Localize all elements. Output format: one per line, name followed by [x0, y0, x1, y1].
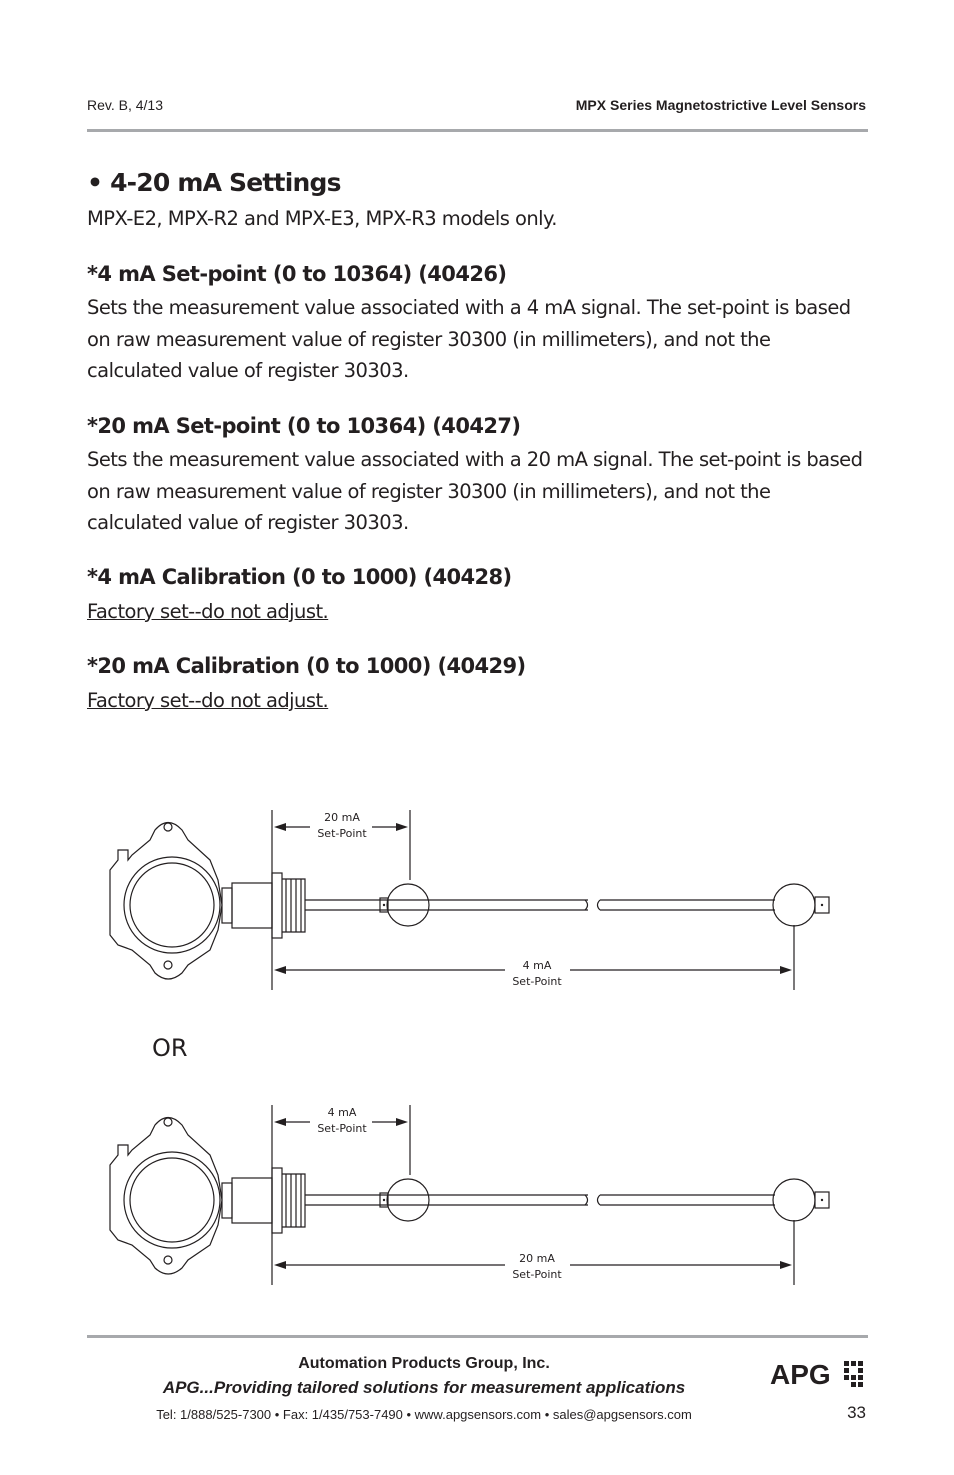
- section-subtitle: MPX-E2, MPX-R2 and MPX-E3, MPX-R3 models only.: [87, 207, 557, 230]
- apg-logo: [770, 1357, 870, 1391]
- revision-label: Rev. B, 4/13: [87, 97, 164, 113]
- or-separator: OR: [152, 1034, 188, 1062]
- top-short-dimension-label-line2: Set-Point: [317, 827, 367, 840]
- housing-outline: [110, 823, 222, 980]
- footer-tagline: APG...Providing tailored solutions for measurement applications: [162, 1378, 686, 1397]
- top-long-dimension-label-line2: Set-Point: [512, 975, 562, 988]
- body-20ma-setpoint: Sets the measurement value associated with a 20 mA signal. The set-point is based on raw measurement value of register 30300 (in millimeters), and not the calculated value of register 30303.: [87, 448, 863, 534]
- bottom-long-dimension-label-line2: Set-Point: [512, 1268, 562, 1281]
- sensor-diagram-bottom: [100, 1100, 840, 1290]
- footer-divider: [87, 1335, 868, 1338]
- bottom-short-dimension-label-line1: 4 mA: [327, 1106, 357, 1119]
- body-4ma-calibration: Factory set--do not adjust.: [87, 600, 329, 623]
- body-20ma-calibration: Factory set--do not adjust.: [87, 689, 329, 712]
- bottom-long-dimension-label-line1: 20 mA: [519, 1252, 555, 1265]
- heading-4ma-calibration: *4 mA Calibration (0 to 1000) (40428): [87, 565, 512, 589]
- top-long-dimension-label-line1: 4 mA: [522, 959, 552, 972]
- footer-company: Automation Products Group, Inc.: [298, 1355, 550, 1372]
- footer-contact: Tel: 1/888/525-7300 • Fax: 1/435/753-7490 • www.apgsensors.com • sales@apgsensors.com: [156, 1407, 692, 1422]
- sensor-diagram-top: [100, 805, 840, 995]
- header-divider: [87, 129, 868, 132]
- heading-20ma-calibration: *20 mA Calibration (0 to 1000) (40429): [87, 654, 526, 678]
- bottom-short-dimension-label-line2: Set-Point: [317, 1122, 367, 1135]
- document-title: MPX Series Magnetostrictive Level Sensors: [575, 97, 866, 113]
- body-4ma-setpoint: Sets the measurement value associated with a 4 mA signal. The set-point is based on raw measurement value of register 30300 (in millimeters), and not the calculated value of register 30303.: [87, 296, 851, 382]
- heading-20ma-setpoint: *20 mA Set-point (0 to 10364) (40427): [87, 414, 521, 438]
- page-number: 33: [847, 1403, 866, 1422]
- apg-logo-text: APG: [770, 1359, 831, 1390]
- top-short-dimension-label-line1: 20 mA: [324, 811, 360, 824]
- section-title: • 4-20 mA Settings: [87, 168, 341, 197]
- heading-4ma-setpoint: *4 mA Set-point (0 to 10364) (40426): [87, 262, 507, 286]
- housing-outline: [110, 1118, 222, 1275]
